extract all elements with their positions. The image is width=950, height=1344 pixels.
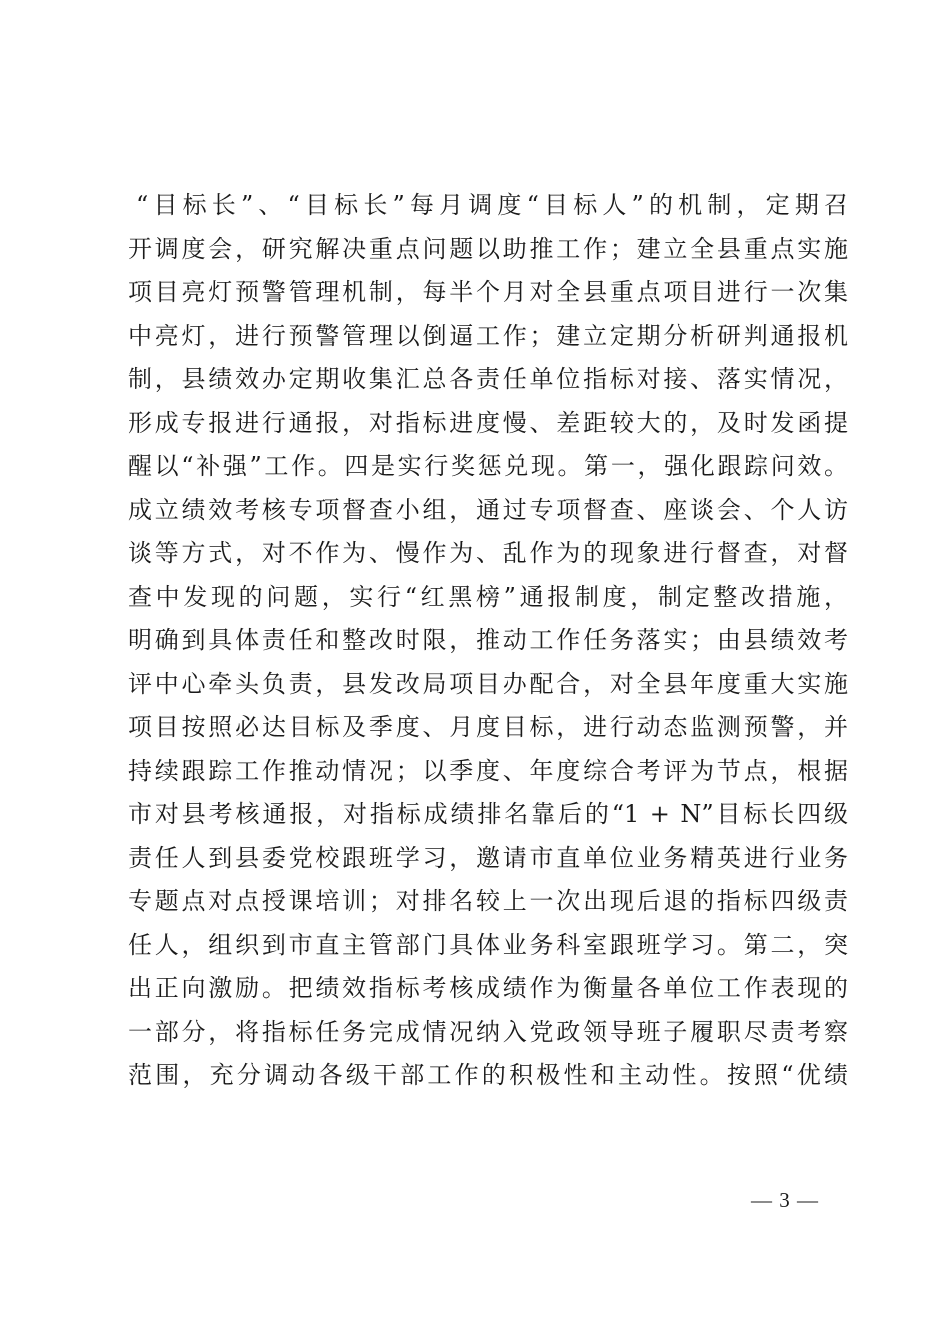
- text-line-15: 市对县考核通报，对指标成绩排名靠后的“1 + N”目标长四级: [128, 800, 848, 828]
- text-line-21: 范围，充分调动各级干部工作的积极性和主动性。按照“优绩: [128, 1061, 848, 1089]
- text-line-2: 开调度会，研究解决重点问题以助推工作；建立全县重点实施: [128, 234, 848, 263]
- text-line-12: 评中心牵头负责，县发改局项目办配合，对全县年度重大实施: [128, 669, 848, 698]
- text-line-5: 制，县绩效办定期收集汇总各责任单位指标对接、落实情况，: [128, 365, 848, 393]
- text-line-7: 醒以“补强”工作。四是实行奖惩兑现。第一，强化跟踪问效。: [128, 452, 848, 480]
- text-line-1: “目标长”、“目标长”每月调度“目标人”的机制，定期召: [136, 191, 848, 219]
- text-line-13: 项目按照必达目标及季度、月度目标，进行动态监测预警，并: [128, 713, 848, 741]
- text-line-16: 责任人到县委党校跟班学习，邀请市直单位业务精英进行业务: [128, 843, 848, 872]
- text-line-20: 一部分，将指标任务完成情况纳入党政领导班子履职尽责考察: [128, 1017, 848, 1046]
- text-line-4: 中亮灯，进行预警管理以倒逼工作；建立定期分析研判通报机: [128, 321, 848, 350]
- text-line-11: 明确到具体责任和整改时限，推动工作任务落实；由县绩效考: [128, 626, 848, 654]
- text-line-9: 谈等方式，对不作为、慢作为、乱作为的现象进行督查，对督: [128, 539, 848, 567]
- text-line-19: 出正向激励。把绩效指标考核成绩作为衡量各单位工作表现的: [128, 974, 848, 1002]
- text-line-17: 专题点对点授课培训；对排名较上一次出现后退的指标四级责: [128, 887, 848, 915]
- text-line-8: 成立绩效考核专项督查小组，通过专项督查、座谈会、个人访: [128, 495, 848, 524]
- text-line-6: 形成专报进行通报，对指标进度慢、差距较大的，及时发函提: [128, 408, 848, 437]
- text-line-3: 项目亮灯预警管理机制，每半个月对全县重点项目进行一次集: [128, 278, 848, 306]
- text-line-18: 任人，组织到市直主管部门具体业务科室跟班学习。第二，突: [128, 930, 848, 959]
- page-number: — 3 —: [751, 1188, 819, 1212]
- text-line-14: 持续跟踪工作推动情况；以季度、年度综合考评为节点，根据: [128, 756, 848, 785]
- body-text: [128, 184, 848, 1098]
- text-line-10: 查中发现的问题，实行“红黑榜”通报制度，制定整改措施，: [128, 582, 848, 611]
